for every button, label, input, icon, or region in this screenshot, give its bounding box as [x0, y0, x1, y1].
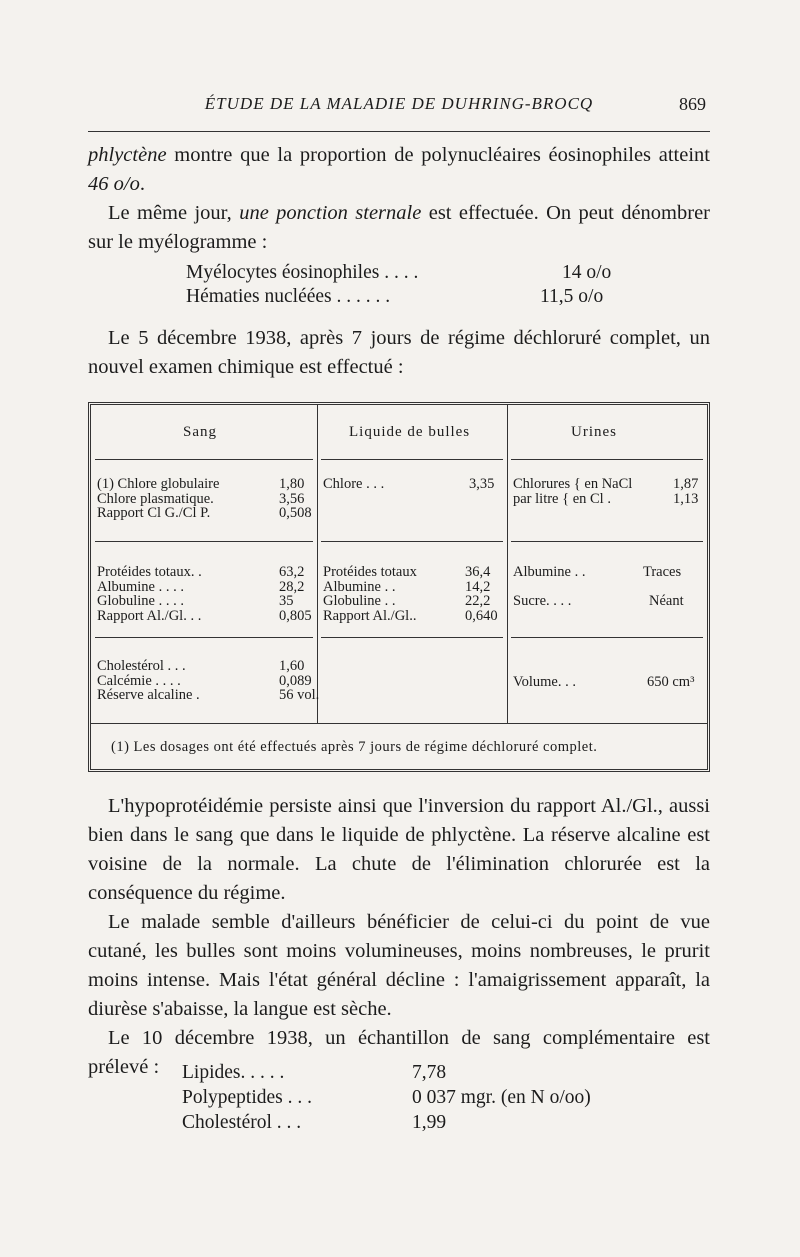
para-text: .	[139, 173, 145, 195]
row-value: 3,35	[469, 476, 495, 492]
lipids-list	[182, 1060, 662, 1135]
header-urines: Urines	[571, 424, 617, 440]
header-rule	[511, 459, 703, 460]
item-label: Myélocytes éosinophiles . . . .	[186, 262, 419, 283]
item-value: 1,99	[412, 1112, 447, 1133]
row-value: 14,2	[465, 578, 491, 595]
column-divider	[507, 405, 508, 723]
table-footnote: (1) Les dosages ont été effectués après 7 jours de régime déchloruré complet.	[111, 739, 598, 755]
row-label: Chlore plasmatique.	[97, 490, 214, 507]
table-row	[97, 609, 313, 624]
item-label: Hématies nucléées . . . . . .	[186, 286, 391, 307]
group-rule	[511, 637, 703, 638]
italic-phrase: une ponction sternale	[239, 202, 422, 224]
para-text: Le même jour,	[108, 202, 240, 224]
row-label: Calcémie . . . .	[97, 672, 181, 689]
row-label: (1) Chlore globulaire	[97, 476, 220, 492]
urines-group-chlorures	[513, 477, 705, 506]
sang-group-cholesterol	[97, 658, 320, 703]
row-label: Protéides totaux	[323, 564, 417, 580]
table-row	[323, 565, 503, 580]
list-item	[186, 285, 626, 309]
table-row	[97, 565, 313, 580]
header-rule	[321, 459, 503, 460]
row-value: Traces	[643, 564, 682, 580]
para-text: Le malade semble d'ailleurs bénéficier de celui-ci du point de vue cutané, les bulles sont moins volumineuses, moins nombreuses, le prurit moins intense. Mais l'état général décline : l'amaigrissement apparaît, la diurèse s'abaisse, la langue est sèche.	[88, 911, 710, 1020]
row-label: Globuline . .	[323, 593, 396, 609]
table-row	[97, 687, 320, 703]
myelogram-list	[186, 261, 626, 309]
list-item	[186, 261, 626, 285]
italic-term: phlyctène	[88, 144, 167, 166]
para-text: est effectuée. On peut dénombrer sur le myélogramme :	[88, 202, 711, 253]
sang-group-chlore	[97, 477, 313, 521]
paragraph-phlyctene	[88, 141, 710, 199]
table-row	[513, 492, 705, 507]
row-label: Sucre. . . .	[513, 592, 572, 609]
row-value: 650 cm³	[647, 674, 695, 690]
row-label: Chlore . . .	[323, 476, 385, 492]
row-value: 0,508	[279, 505, 312, 521]
para-text: Le 10 décembre 1938, un échantillon de sang complémentaire est prélevé :	[88, 1027, 710, 1078]
list-item	[182, 1110, 662, 1135]
para-text: Le 5 décembre 1938, après 7 jours de régime déchloruré complet, un nouvel examen chimique est effectué :	[88, 327, 710, 378]
item-value: 11,5 o/o	[540, 286, 604, 307]
row-label: par litre { en Cl .	[513, 490, 611, 507]
row-value: 0,805	[279, 607, 312, 624]
row-label: Globuline . . . .	[97, 593, 184, 609]
column-divider	[317, 405, 318, 723]
group-rule	[321, 637, 503, 638]
liquide-group-proteides	[323, 565, 503, 623]
para-text: L'hypoprotéidémie persiste ainsi que l'inversion du rapport Al./Gl., aussi bien dans le sang que dans le liquide de phlyctène. La réserve alcaline est voisine de la normale. La chute de l'élimination chlorurée est la conséquence du régime.	[88, 795, 710, 904]
urines-group-volume	[513, 675, 705, 690]
sang-group-proteides	[97, 565, 313, 623]
table-row	[323, 594, 503, 609]
footnote-divider	[91, 723, 707, 724]
table-row	[97, 594, 313, 609]
row-label: Albumine . .	[323, 578, 396, 595]
row-label: Rapport Al./Gl..	[323, 607, 417, 624]
para-text: montre que la proportion de polynucléaires éosinophiles atteint	[166, 144, 710, 166]
group-rule	[95, 541, 313, 542]
row-value: 63,2	[279, 564, 305, 580]
item-label: Cholestérol . . .	[182, 1112, 302, 1133]
row-value: 1,87	[673, 476, 699, 492]
table-row	[97, 674, 313, 689]
row-value: 56 vol.	[279, 687, 320, 703]
row-value: 3,56	[279, 490, 305, 507]
paragraph-malade	[88, 908, 710, 1024]
list-item	[182, 1060, 662, 1085]
liquide-group-chlore	[323, 477, 503, 492]
header-rule	[88, 131, 710, 132]
row-label: Cholestérol . . .	[97, 658, 186, 674]
row-label: Chlorures { en NaCl	[513, 476, 633, 492]
table-row	[97, 580, 313, 595]
row-value: 36,4	[465, 564, 491, 580]
header-liquide: Liquide de bulles	[349, 424, 471, 440]
table-row	[323, 477, 503, 492]
table-row	[97, 659, 313, 674]
table-row	[323, 609, 503, 624]
item-value: 0 037 mgr. (en N o/oo)	[412, 1087, 591, 1108]
row-value: 35	[279, 593, 294, 609]
urines-group-albumine	[513, 565, 705, 608]
paragraph-hypoproteidemie	[88, 792, 710, 908]
row-label: Rapport Al./Gl. . .	[97, 607, 202, 624]
group-rule	[321, 541, 503, 542]
running-title: ÉTUDE DE LA MALADIE DE DUHRING-BROCQ	[204, 94, 594, 113]
header-sang: Sang	[183, 424, 217, 440]
running-header	[88, 94, 710, 124]
list-item	[182, 1085, 662, 1110]
item-label: Polypeptides . . .	[182, 1087, 312, 1108]
row-label: Albumine . . . .	[97, 578, 184, 595]
table-row	[97, 506, 313, 521]
row-value: 1,60	[279, 658, 305, 674]
row-value: 1,80	[279, 476, 305, 492]
row-label: Protéides totaux. .	[97, 564, 202, 580]
table-row	[513, 477, 705, 492]
group-rule	[95, 637, 313, 638]
item-label: Lipides. . . . .	[182, 1062, 285, 1083]
row-label: Réserve alcaline .	[97, 687, 200, 703]
row-label: Rapport Cl G./Cl P.	[97, 505, 211, 521]
row-value: Néant	[649, 592, 684, 609]
table-row	[97, 477, 313, 492]
group-rule	[511, 541, 703, 542]
paragraph-ponction	[88, 199, 710, 257]
row-value: 0,089	[279, 672, 312, 689]
row-value: 1,13	[673, 490, 699, 507]
paragraph-examen	[88, 324, 710, 382]
row-value: 22,2	[465, 593, 491, 609]
item-value: 14 o/o	[562, 262, 612, 283]
row-value: 0,640	[465, 607, 498, 624]
item-value: 7,78	[412, 1062, 447, 1083]
header-rule	[95, 459, 313, 460]
row-label: Volume. . .	[513, 674, 576, 690]
table-row	[513, 675, 705, 690]
results-table	[88, 402, 710, 772]
page-number: 869	[679, 94, 706, 114]
row-label: Albumine . .	[513, 564, 586, 580]
table-row	[97, 492, 313, 507]
table-row	[513, 594, 705, 609]
row-value: 28,2	[279, 578, 305, 595]
italic-value: 46 o/o	[88, 173, 140, 195]
table-row	[323, 580, 503, 595]
table-row	[513, 565, 705, 580]
